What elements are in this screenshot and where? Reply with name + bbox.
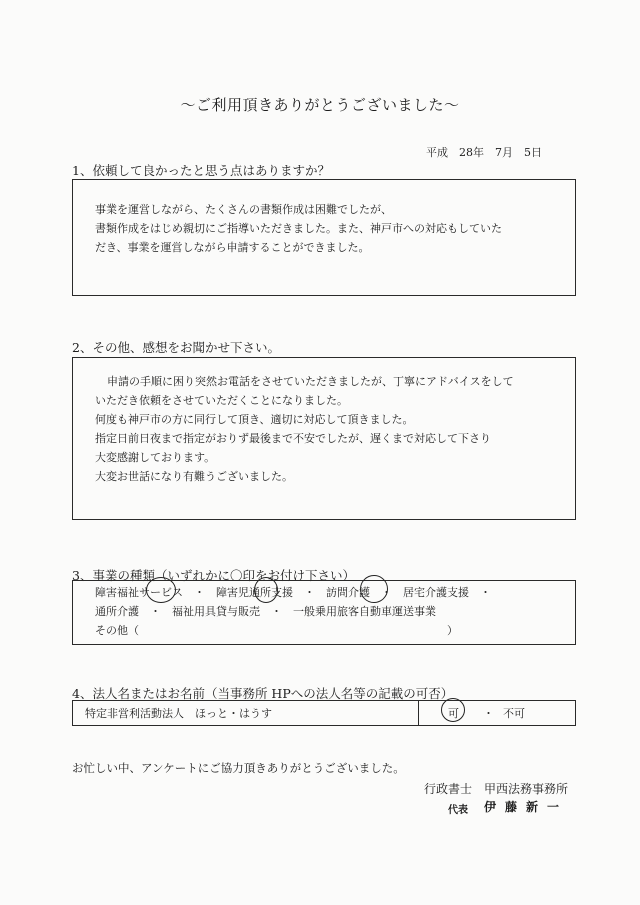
business-type-line: その他（ ） bbox=[95, 624, 458, 637]
answer-line bbox=[95, 372, 575, 391]
name-permission-box bbox=[72, 700, 576, 726]
question-3-heading: 3、事業の種類（いずれかに〇印をお付け下さい） bbox=[72, 568, 355, 583]
cell-divider bbox=[418, 701, 419, 725]
office-name: 行政書士 甲西法務事務所 bbox=[424, 782, 569, 796]
answer-line: 何度も神戸市の方に同行して頂き、適切に対応して頂きました。 bbox=[95, 413, 414, 426]
representative-label: 代表 bbox=[448, 805, 468, 816]
answer-line-text: 申請の手順に困り突然お電話をさせていただきましたが、丁寧にアドバイスをして bbox=[107, 375, 514, 388]
organization-name: 特定非営利活動法人 ほっと・はうす bbox=[85, 707, 272, 720]
hand-drawn-circle-mark bbox=[360, 575, 388, 603]
closing-message: お忙しい中、アンケートにご協力頂きありがとうございました。 bbox=[72, 761, 405, 775]
answer-line: 書類作成をはじめ親切にご指導いただきました。また、神戸市への対応もしていた bbox=[95, 222, 502, 235]
answer-line: 大変感謝しております。 bbox=[95, 451, 216, 464]
option-not-permitted: 不可 bbox=[503, 707, 525, 720]
answer-line: 事業を運営しながら、たくさんの書類作成は困難でしたが、 bbox=[95, 203, 392, 216]
business-type-line: 障害福祉サービス ・ 障害児通所支援 ・ 訪問介護 ・ 居宅介護支援 ・ bbox=[95, 586, 491, 599]
page-title: ～ご利用頂きありがとうございました～ bbox=[180, 96, 460, 114]
question-1-heading: 1、依頼して良かったと思う点はありますか？ bbox=[72, 163, 330, 178]
answer-line: 指定日前日夜まで指定がおりず最後まで不安でしたが、遅くまで対応して下さり bbox=[95, 432, 491, 445]
hand-drawn-circle-mark bbox=[254, 577, 278, 603]
answer-line: だき、事業を運営しながら申請することができました。 bbox=[95, 241, 370, 254]
question-2-answer-box bbox=[72, 357, 576, 520]
option-separator: ・ bbox=[483, 707, 494, 720]
date: 平成 28年 7月 5日 bbox=[426, 146, 542, 159]
question-4-heading: 4、法人名またはお名前（当事務所 HPへの法人名等の記載の可否） bbox=[72, 686, 454, 701]
question-2-heading: 2、その他、感想をお聞かせ下さい。 bbox=[72, 340, 280, 355]
hand-drawn-circle-mark bbox=[146, 577, 176, 603]
question-1-answer-box bbox=[72, 179, 576, 296]
representative-name: 伊藤新一 bbox=[484, 800, 569, 814]
answer-line: いただき依頼をさせていただくことになりました。 bbox=[95, 394, 348, 407]
answer-line: 大変お世話になり有難うございました。 bbox=[95, 470, 293, 483]
hand-drawn-circle-mark bbox=[441, 698, 465, 722]
business-type-line: 通所介護 ・ 福祉用具貸与販売 ・ 一般乗用旅客自動車運送事業 bbox=[95, 605, 436, 618]
option-permitted: 可 bbox=[448, 707, 459, 720]
